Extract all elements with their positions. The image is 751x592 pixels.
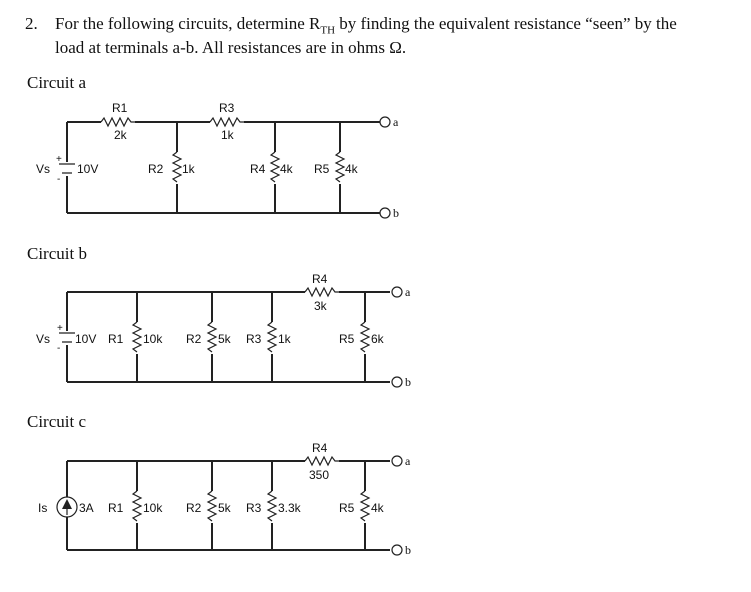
circuit-b-r4-resistor [305,288,339,296]
circuit-a-r3-resistor [210,118,244,126]
circuit-c-title: Circuit c [27,412,87,431]
circuit-b-r4-name: R4 [312,272,328,286]
circuit-a-battery-icon [59,164,75,173]
circuit-c-r5-name: R5 [339,501,355,515]
circuit-c-r1-value: 10k [143,501,163,515]
circuit-c-r4-name: R4 [312,441,328,455]
circuit-b-r1-value: 10k [143,332,163,346]
circuit-a [36,101,399,220]
circuit-a-r5-name: R5 [314,162,330,176]
circuit-b-r3-resistor [268,322,276,352]
circuit-b-r3-value: 1k [278,332,291,346]
circuit-b-r1-name: R1 [108,332,124,346]
circuit-a-r5-resistor [336,152,344,182]
circuit-c-r1-name: R1 [108,501,124,515]
circuit-b-r3-name: R3 [246,332,262,346]
circuit-c-r5-value: 4k [371,501,384,515]
circuit-a-r4-resistor [271,152,279,182]
circuit-c-source-value: 3A [79,501,94,515]
circuit-b-r5-resistor [361,322,369,352]
circuit-b-terminal-b-icon [392,377,402,387]
circuit-c-terminal-b-label: b [405,543,411,557]
circuit-b-title: Circuit b [27,244,87,263]
circuit-a-terminal-a-label: a [393,115,399,129]
circuit-a-r4-value: 4k [280,162,293,176]
circuit-a-terminal-b-label: b [393,206,399,220]
circuit-a-r1-name: R1 [112,101,128,115]
circuit-b-terminal-a-label: a [405,285,411,299]
circuit-a-r3-value: 1k [221,128,234,142]
circuit-b-terminal-a-icon [392,287,402,297]
circuit-b-r4-value: 3k [314,299,327,313]
problem-text-sub: TH [320,24,336,37]
circuit-a-r3-name: R3 [219,101,235,115]
circuit-c-r4-value: 350 [309,468,330,482]
circuit-b-r2-value: 5k [218,332,231,346]
circuit-c-terminal-a-label: a [405,454,411,468]
circuit-c-r2-resistor [208,491,216,521]
circuit-b-source-value: 10V [75,332,97,346]
circuit-b-r5-name: R5 [339,332,355,346]
circuit-a-r5-value: 4k [345,162,358,176]
circuit-a-title: Circuit a [27,73,87,92]
circuit-c-terminal-b-icon [392,545,402,555]
circuit-b-plus-sign: + [57,323,63,334]
circuit-a-source-value: 10V [77,162,99,176]
problem-number: 2. [25,14,38,33]
circuit-c-r2-name: R2 [186,501,202,515]
circuit-c-r3-resistor [268,491,276,521]
circuit-c-r3-value: 3.3k [278,501,301,515]
circuit-a-terminal-a-icon [380,117,390,127]
circuit-a-r2-resistor [173,152,181,182]
circuit-c-r1-resistor [133,491,141,521]
circuit-a-r1-value: 2k [114,128,127,142]
circuit-b-r1-resistor [133,322,141,352]
circuit-a-r2-name: R2 [148,162,164,176]
circuit-c-r5-resistor [361,491,369,521]
circuit-b-battery-icon [59,333,75,342]
circuit-c-source-name: Is [38,501,48,515]
circuit-c-terminal-a-icon [392,456,402,466]
circuit-b-r2-resistor [208,322,216,352]
circuit-b-source-name: Vs [36,332,51,346]
problem-text-a: For the following circuits, determine R [55,14,321,33]
circuit-a-terminal-b-icon [380,208,390,218]
circuit-c-r3-name: R3 [246,501,262,515]
circuit-c-r2-value: 5k [218,501,231,515]
circuit-c-r4-resistor [305,457,339,465]
circuit-a-r4-name: R4 [250,162,266,176]
circuit-b-r5-value: 6k [371,332,384,346]
circuit-b-r2-name: R2 [186,332,202,346]
problem-text-b: by finding the equivalent resistance “seen” by the [335,14,677,33]
circuit-a-plus-sign: + [56,154,62,165]
circuit-a-r1-resistor [101,118,135,126]
circuit-b-terminal-b-label: b [405,375,411,389]
circuit-b [36,272,411,389]
circuit-a-r2-value: 1k [182,162,195,176]
circuit-a-source-name: Vs [36,162,51,176]
circuit-c-arrow-icon [62,499,72,509]
problem-line-2: load at terminals a-b. All resistances are in ohms Ω. [55,38,407,57]
circuit-b-minus-sign: - [57,343,61,354]
circuit-c [38,441,411,557]
circuit-a-minus-sign: - [57,174,61,185]
